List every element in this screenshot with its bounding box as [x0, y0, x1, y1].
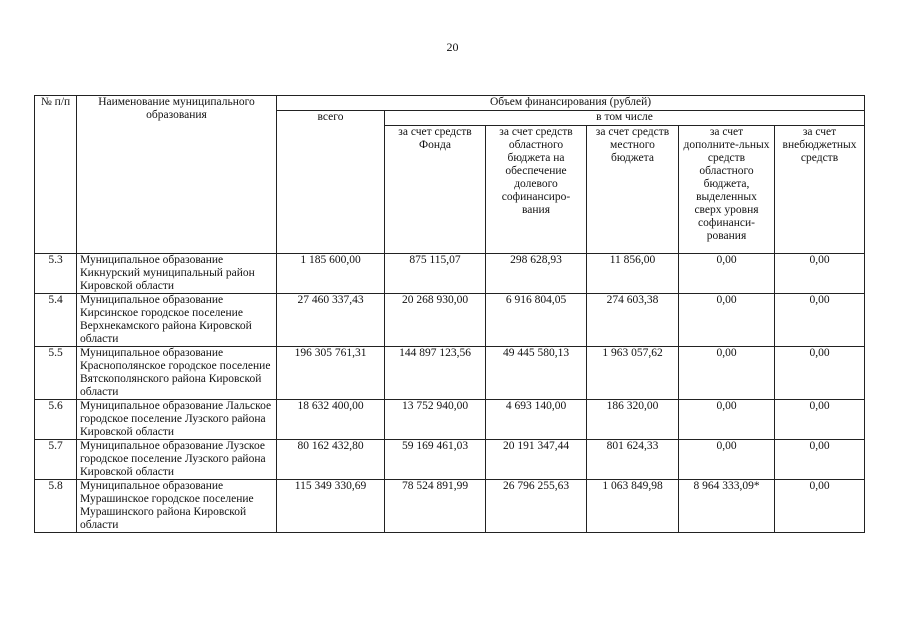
row-num: 5.5: [35, 347, 77, 400]
row-regional-extra: 0,00: [679, 400, 775, 440]
row-local: 11 856,00: [587, 254, 679, 294]
row-name: Муниципальное образование Мурашинское городское поселение Мурашинского района Кировской области: [77, 480, 277, 533]
row-name: Муниципальное образование Лузское городское поселение Лузского района Кировской области: [77, 440, 277, 480]
row-extrabudget: 0,00: [775, 480, 865, 533]
header-local: за счет средств местного бюджета: [587, 126, 679, 254]
row-fund: 13 752 940,00: [385, 400, 486, 440]
row-local: 1 063 849,98: [587, 480, 679, 533]
table-row: [35, 294, 865, 347]
header-including: в том числе: [385, 111, 865, 126]
row-num: 5.6: [35, 400, 77, 440]
table-row: [35, 254, 865, 294]
row-regional-share: 4 693 140,00: [486, 400, 587, 440]
row-regional-share: 6 916 804,05: [486, 294, 587, 347]
row-total: 1 185 600,00: [277, 254, 385, 294]
row-num: 5.3: [35, 254, 77, 294]
header-total: всего: [277, 111, 385, 254]
row-extrabudget: 0,00: [775, 400, 865, 440]
header-regional-extra: за счет дополните-льных средств областного бюджета, выделенных сверх уровня софинанси-рования: [679, 126, 775, 254]
row-fund: 875 115,07: [385, 254, 486, 294]
row-regional-extra: 0,00: [679, 440, 775, 480]
row-local: 1 963 057,62: [587, 347, 679, 400]
table-row: [35, 440, 865, 480]
row-total: 27 460 337,43: [277, 294, 385, 347]
header-name: Наименование муниципального образования: [77, 96, 277, 254]
row-total: 115 349 330,69: [277, 480, 385, 533]
row-fund: 20 268 930,00: [385, 294, 486, 347]
row-num: 5.4: [35, 294, 77, 347]
row-total: 196 305 761,31: [277, 347, 385, 400]
row-local: 274 603,38: [587, 294, 679, 347]
row-name: Муниципальное образование Кирсинское городское поселение Верхнекамского района Кировской области: [77, 294, 277, 347]
row-regional-extra: 0,00: [679, 254, 775, 294]
row-regional-share: 298 628,93: [486, 254, 587, 294]
row-extrabudget: 0,00: [775, 254, 865, 294]
financing-table: [34, 95, 865, 533]
row-num: 5.8: [35, 480, 77, 533]
page-number: 20: [446, 40, 459, 54]
row-name: Муниципальное образование Лальское городское поселение Лузского района Кировской области: [77, 400, 277, 440]
header-regional-share: за счет средств областного бюджета на обеспечение долевого софинансиро-вания: [486, 126, 587, 254]
header-fund: за счет средств Фонда: [385, 126, 486, 254]
row-fund: 59 169 461,03: [385, 440, 486, 480]
row-fund: 144 897 123,56: [385, 347, 486, 400]
row-regional-extra: 8 964 333,09*: [679, 480, 775, 533]
row-fund: 78 524 891,99: [385, 480, 486, 533]
row-total: 80 162 432,80: [277, 440, 385, 480]
row-name: Муниципальное образование Кикнурский муниципальный район Кировской области: [77, 254, 277, 294]
row-extrabudget: 0,00: [775, 294, 865, 347]
row-num: 5.7: [35, 440, 77, 480]
row-regional-share: 49 445 580,13: [486, 347, 587, 400]
table-row: [35, 347, 865, 400]
row-regional-extra: 0,00: [679, 294, 775, 347]
row-name: Муниципальное образование Краснополянское городское поселение Вятскополянского района Кировской области: [77, 347, 277, 400]
row-total: 18 632 400,00: [277, 400, 385, 440]
row-regional-extra: 0,00: [679, 347, 775, 400]
row-regional-share: 20 191 347,44: [486, 440, 587, 480]
row-extrabudget: 0,00: [775, 347, 865, 400]
row-extrabudget: 0,00: [775, 440, 865, 480]
table-row: [35, 480, 865, 533]
row-local: 801 624,33: [587, 440, 679, 480]
row-regional-share: 26 796 255,63: [486, 480, 587, 533]
header-num: № п/п: [35, 96, 77, 254]
table-row: [35, 400, 865, 440]
row-local: 186 320,00: [587, 400, 679, 440]
header-extrabudget: за счет внебюджетных средств: [775, 126, 865, 254]
header-volume: Объем финансирования (рублей): [277, 96, 865, 111]
